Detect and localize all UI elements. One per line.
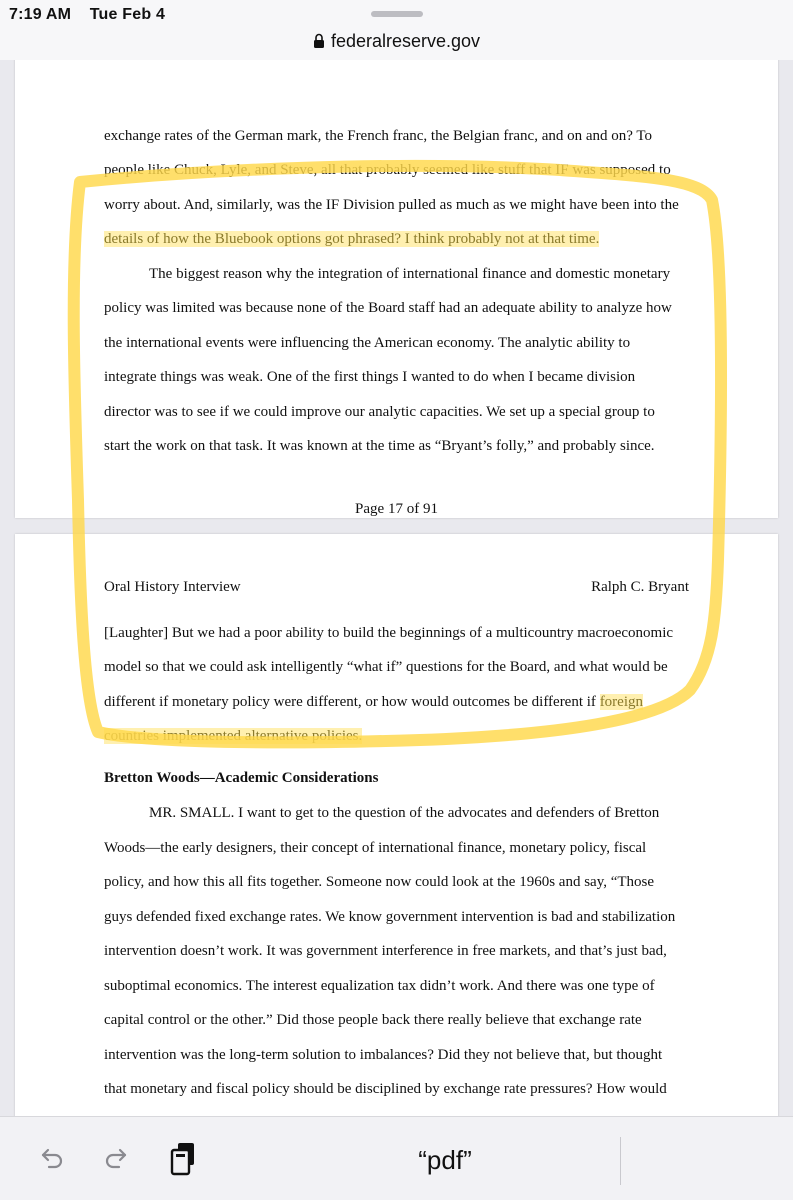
status-time: [9, 6, 165, 24]
text-line: suboptimal economics. The interest equalization tax didn’t work. And there was one type of: [104, 978, 655, 994]
page-header-right: Ralph C. Bryant: [591, 579, 689, 595]
text-line: Woods—the early designers, their concept of international finance, monetary policy, fiscal: [104, 840, 647, 856]
text-line: worry about. And, similarly, was the IF Division pulled as much as we might have been into the: [104, 197, 679, 213]
page-header-left: Oral History Interview: [104, 579, 241, 595]
status-bar: [0, 0, 793, 30]
undo-icon: [36, 1144, 66, 1174]
text-line: [104, 231, 599, 248]
text-line: integrate things was weak. One of the first things I wanted to do when I became division: [104, 369, 636, 385]
text-line: capital control or the other.” Did those people back there really believe that exchange rate: [104, 1012, 642, 1028]
text-line: [104, 728, 362, 745]
text-line: the international events were influencing the American economy. The analytic ability to: [104, 335, 631, 351]
highlighted-text: details of how the Bluebook options got phrased? I think probably not at that time.: [104, 231, 600, 247]
text-line: that monetary and fiscal policy should be disciplined by exchange rate pressures? How would: [104, 1081, 667, 1097]
text-line: intervention doesn’t work. It was government interference in free markets, and that’s just bad,: [104, 943, 667, 959]
highlighted-text: countries implemented alternative policies.: [104, 728, 363, 744]
toolbar-divider: [620, 1137, 621, 1185]
url-bar[interactable]: [0, 30, 793, 60]
text-line: The biggest reason why the integration of international finance and domestic monetary: [149, 266, 671, 282]
pdf-page: [15, 534, 778, 1116]
date: Tue Feb 4: [89, 6, 166, 23]
lock-icon: [313, 33, 325, 49]
text-line: [Laughter] But we had a poor ability to build the beginnings of a multicountry macroeconomic: [104, 625, 674, 641]
text-line: guys defended fixed exchange rates. We know government intervention is bad and stabilization: [104, 909, 676, 925]
text-line: MR. SMALL. I want to get to the question of the advocates and defenders of Bretton: [149, 805, 660, 821]
text-segment: different if monetary policy were different, or how would outcomes be different if: [104, 694, 600, 710]
text-line: director was to see if we could improve our analytic capacities. We set up a special group to: [104, 404, 655, 420]
text-line: intervention was the long-term solution to imbalances? Did they not believe that, but thought: [104, 1047, 663, 1063]
highlighted-text: foreign: [599, 694, 644, 710]
undo-button[interactable]: [31, 1139, 71, 1179]
bottom-toolbar: [0, 1116, 793, 1200]
search-term[interactable]: “pdf”: [418, 1145, 472, 1175]
page-number: Page 17 of 91: [355, 501, 438, 517]
text-line: [104, 694, 643, 711]
redo-button[interactable]: [97, 1139, 137, 1179]
text-line: model so that we could ask intelligently “what if” questions for the Board, and what would be: [104, 659, 668, 675]
text-line: policy was limited was because none of the Board staff had an adequate ability to analyze how: [104, 300, 672, 316]
url-domain[interactable]: federalreserve.gov: [330, 30, 481, 51]
multitasking-grabber[interactable]: [371, 11, 423, 17]
redo-icon: [102, 1144, 132, 1174]
text-line: people like Chuck, Lyle, and Steve, all that probably seemed like stuff that IF was supposed to: [104, 162, 671, 178]
text-line: policy, and how this all fits together. Someone now could look at the 1960s and say, “Those: [104, 874, 655, 890]
text-line: exchange rates of the German mark, the French franc, the Belgian franc, and on and on? To: [104, 128, 653, 144]
pdf-viewer[interactable]: [0, 60, 793, 1116]
section-heading: Bretton Woods—Academic Considerations: [104, 770, 379, 786]
document-copy-button[interactable]: [163, 1139, 203, 1179]
text-line: start the work on that task. It was known at the time as “Bryant’s folly,” and probably since.: [104, 438, 655, 454]
documents-icon: [167, 1141, 199, 1177]
pdf-page: [15, 60, 778, 518]
clock-time: 7:19 AM: [9, 6, 72, 23]
